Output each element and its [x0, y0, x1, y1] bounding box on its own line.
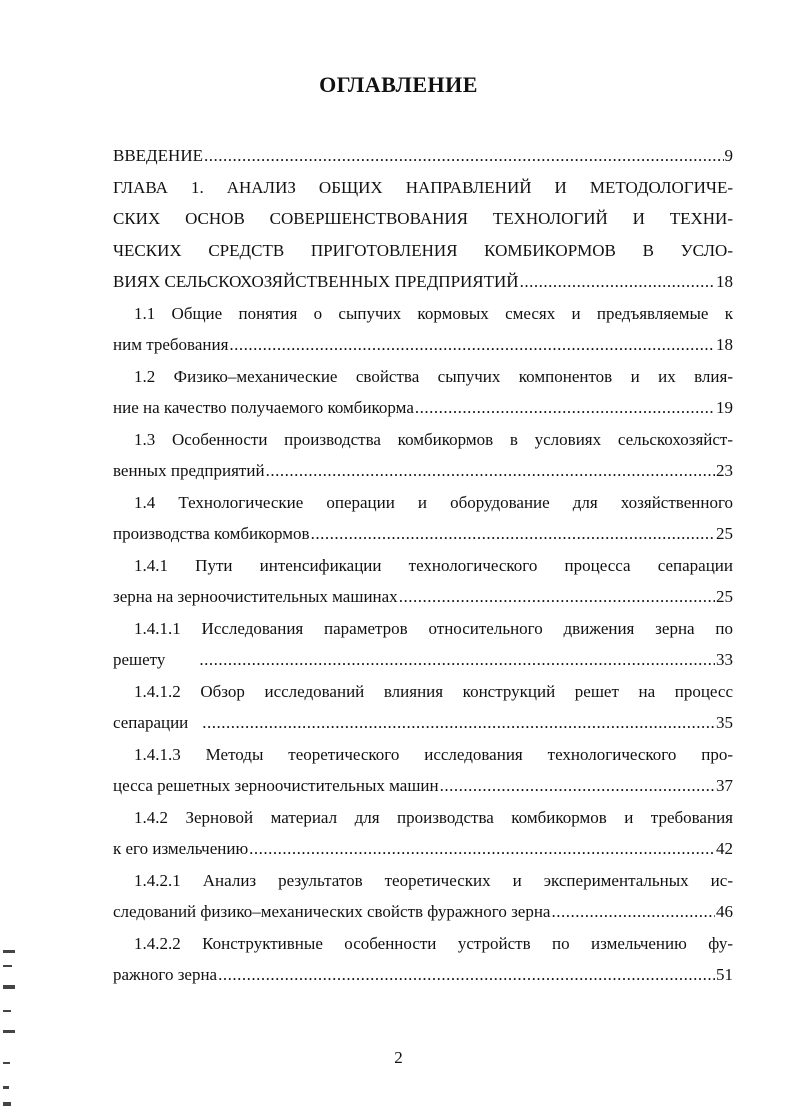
binding-mark: [3, 985, 15, 989]
toc-entry-1-4-1-2[interactable]: [113, 676, 733, 739]
toc-page-ref: 25: [716, 524, 733, 543]
toc-line: 1.4.1 Пути интенсификации технологического процесса сепарации: [134, 555, 733, 575]
toc-page-ref: 19: [716, 398, 733, 417]
toc-line: 1.4.2.2 Конструктивные особенности устройств по измельчению фу-: [134, 933, 733, 953]
toc-page-ref: 37: [716, 776, 733, 795]
toc-page-ref: 33: [716, 650, 733, 669]
binding-mark: [3, 965, 12, 967]
toc-line: 1.1 Общие понятия о сыпучих кормовых смесях и предъявляемые к: [134, 303, 733, 323]
toc-line: [113, 833, 733, 865]
toc-line: 1.4.1.3 Методы теоретического исследования технологического про-: [134, 744, 733, 764]
toc-entry-1-3[interactable]: [113, 424, 733, 487]
table-of-contents: [113, 140, 733, 991]
toc-entry-title: венных предприятий: [113, 461, 265, 480]
toc-line: [113, 392, 733, 424]
binding-mark: [3, 1102, 11, 1106]
binding-mark: [3, 1086, 9, 1089]
toc-line: [113, 959, 733, 991]
toc-line: 1.4.1.1 Исследования параметров относительного движения зерна по: [134, 618, 733, 638]
toc-line: 1.4.2 Зерновой материал для производства комбикормов и требования: [134, 807, 733, 827]
toc-page-ref: 18: [716, 335, 733, 354]
toc-line: 1.2 Физико–механические свойства сыпучих компонентов и их влия-: [134, 366, 733, 386]
dot-leader: [311, 518, 715, 550]
toc-entry-title: производства комбикормов: [113, 524, 310, 543]
dot-leader: [266, 455, 715, 487]
toc-line: [113, 140, 733, 172]
toc-line: ГЛАВА 1. АНАЛИЗ ОБЩИХ НАПРАВЛЕНИЙ И МЕТОДОЛОГИЧЕ-: [113, 177, 733, 197]
toc-page-ref: 42: [716, 839, 733, 858]
binding-mark: [3, 1010, 11, 1012]
toc-page-ref: 51: [716, 965, 733, 984]
toc-line: СКИХ ОСНОВ СОВЕРШЕНСТВОВАНИЯ ТЕХНОЛОГИЙ И ТЕХНИ-: [113, 209, 733, 228]
toc-entry-title: решету: [113, 650, 166, 669]
dot-leader: [440, 770, 715, 802]
toc-entry-title: следований физико–механических свойств фуражного зерна: [113, 902, 551, 921]
toc-entry-title: ним требования: [113, 335, 229, 354]
dot-leader: [204, 140, 724, 172]
toc-page-ref: 9: [724, 146, 733, 165]
toc-line: 1.4.2.1 Анализ результатов теоретических и экспериментальных ис-: [134, 870, 733, 890]
toc-line: [113, 707, 733, 739]
toc-entry-title: ВВЕДЕНИЕ: [113, 146, 203, 165]
dot-leader: [520, 266, 715, 298]
toc-entry-1-4-2-1[interactable]: [113, 865, 733, 928]
binding-mark: [3, 950, 15, 953]
toc-entry-title: сепарации: [113, 713, 189, 732]
binding-mark: [3, 1062, 10, 1064]
toc-title: ОГЛАВЛЕНИЕ: [319, 72, 478, 97]
toc-entry-introduction[interactable]: [113, 140, 733, 172]
dot-leader: [202, 707, 715, 739]
dot-leader: [199, 644, 715, 676]
toc-line: [113, 518, 733, 550]
dot-leader: [551, 896, 715, 928]
dot-leader: [218, 959, 715, 991]
dot-leader: [229, 329, 715, 361]
toc-entry-chapter-1[interactable]: [113, 172, 733, 298]
toc-entry-title: зерна на зерноочистительных машинах: [113, 587, 398, 606]
toc-entry-1-4[interactable]: [113, 487, 733, 550]
toc-line: 1.4.1.2 Обзор исследований влияния конструкций решет на процесс: [134, 681, 733, 701]
toc-line: [113, 581, 733, 613]
toc-entry-title: ражного зерна: [113, 965, 218, 984]
toc-line: [113, 266, 733, 298]
toc-entry-1-1[interactable]: [113, 298, 733, 361]
toc-line: [113, 455, 733, 487]
toc-page-ref: 25: [716, 587, 733, 606]
toc-entry-title: ВИЯХ СЕЛЬСКОХОЗЯЙСТВЕННЫХ ПРЕДПРИЯТИЙ: [113, 272, 519, 291]
dot-leader: [399, 581, 715, 613]
toc-page-ref: 18: [716, 272, 733, 291]
toc-entry-1-4-1[interactable]: [113, 550, 733, 613]
toc-entry-title: ние на качество получаемого комбикорма: [113, 398, 414, 417]
toc-page-ref: 46: [716, 902, 733, 921]
dot-leader: [249, 833, 715, 865]
binding-mark: [3, 1030, 15, 1033]
toc-page-ref: 35: [716, 713, 733, 732]
toc-line: 1.3 Особенности производства комбикормов в условиях сельскохозяйст-: [134, 429, 733, 449]
toc-line: [113, 644, 733, 676]
page-number: 2: [394, 1048, 403, 1067]
toc-line: [113, 896, 733, 928]
toc-line: [113, 770, 733, 802]
toc-entry-1-4-2[interactable]: [113, 802, 733, 865]
toc-line: 1.4 Технологические операции и оборудование для хозяйственного: [134, 492, 733, 512]
toc-page-ref: 23: [716, 461, 733, 480]
toc-entry-1-2[interactable]: [113, 361, 733, 424]
toc-entry-1-4-2-2[interactable]: [113, 928, 733, 991]
toc-line: ЧЕСКИХ СРЕДСТВ ПРИГОТОВЛЕНИЯ КОМБИКОРМОВ В УСЛО-: [113, 240, 733, 260]
toc-line: [113, 329, 733, 361]
dot-leader: [415, 392, 715, 424]
toc-entry-title: цесса решетных зерноочистительных машин: [113, 776, 439, 795]
toc-entry-1-4-1-3[interactable]: [113, 739, 733, 802]
toc-entry-1-4-1-1[interactable]: [113, 613, 733, 676]
toc-entry-title: к его измельчению: [113, 839, 249, 858]
